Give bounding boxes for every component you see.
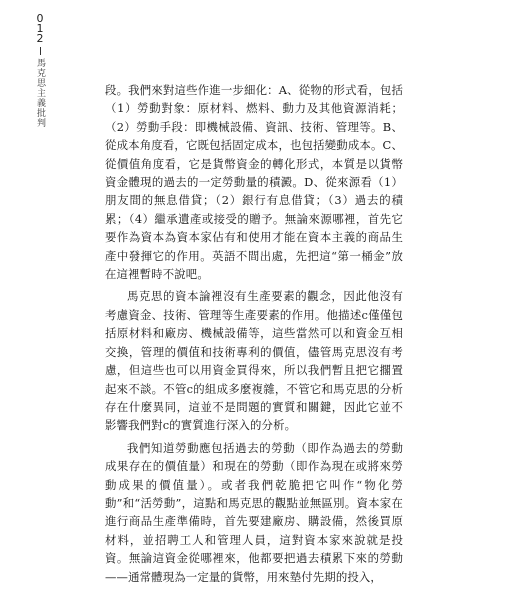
page-number-digit: 2 bbox=[36, 32, 44, 45]
running-head bbox=[32, 14, 48, 128]
page-number-digit: 1 bbox=[36, 22, 44, 35]
paragraph: 我們知道勞動應包括過去的勞動（即作為過去的勞動成果存在的價值量）和現在的勞動（即作為現在或將來勞動成果的價值量）。或者我們乾脆把它叫作“物化勞動”和“活勞動”，這點和馬克思的觀點並無區別。資本家在進行商品生產準備時，首先要建廠房、購設備，然後買原材料，並招聘工人和管理人員，這對資本家來說就是投資。無論這資金從哪裡來，他都要把過去積累下來的勞動——通常體現為一定量的貨幣，用來墊付先期的投入， bbox=[105, 440, 403, 584]
paragraph: 馬克思的資本論裡沒有生產要素的觀念，因此他沒有考慮資金、技術、管理等生產要素的作用。他描述c僅僅包括原材料和廠房、機械設備等，這些當然可以和資金互相交換，管理的價值和技術專利的價值，儘管馬克思沒有考慮，但這些也可以用資金買得來，所以我們暫且把它擱置起來不談。不管c的組成多麼複雜，不管它和馬克思的分析存在什麼異同，這並不是問題的實質和關鍵，因此它並不影響我們對c的實質進行深入的分析。 bbox=[105, 289, 403, 433]
book-title: 馬克思主義批判 bbox=[35, 58, 45, 128]
body-text bbox=[105, 81, 403, 590]
paragraph-continuation: 段。我們來對這些作進一步細化：A、從物的形式看，包括（1）勞動對象：原材料、燃料、動力及其他資源消耗；（2）勞動手段：即機械設備、資訊、技術、管理等。B、從成本角度看，它既包括固定成本，也包括變動成本。C、從價值角度看，它是貨幣資金的轉化形式，本質是以貨幣資金體現的過去的一定勞動量的積澱。D、從來源看（1）朋友間的無息借貸；（2）銀行有息借貸；（3）過去的積累；（4）繼承遺產或接受的贈予。無論來源哪裡，首先它要作為資本為資本家佔有和使用才能在資本主義的商品生產中發揮它的作用。英語不間出處，先把這“第一桶金”放在這裡暫時不說吧。 bbox=[105, 83, 403, 282]
running-head-divider bbox=[40, 47, 41, 55]
page-number-digit: 0 bbox=[36, 12, 44, 25]
page-number bbox=[37, 14, 44, 44]
